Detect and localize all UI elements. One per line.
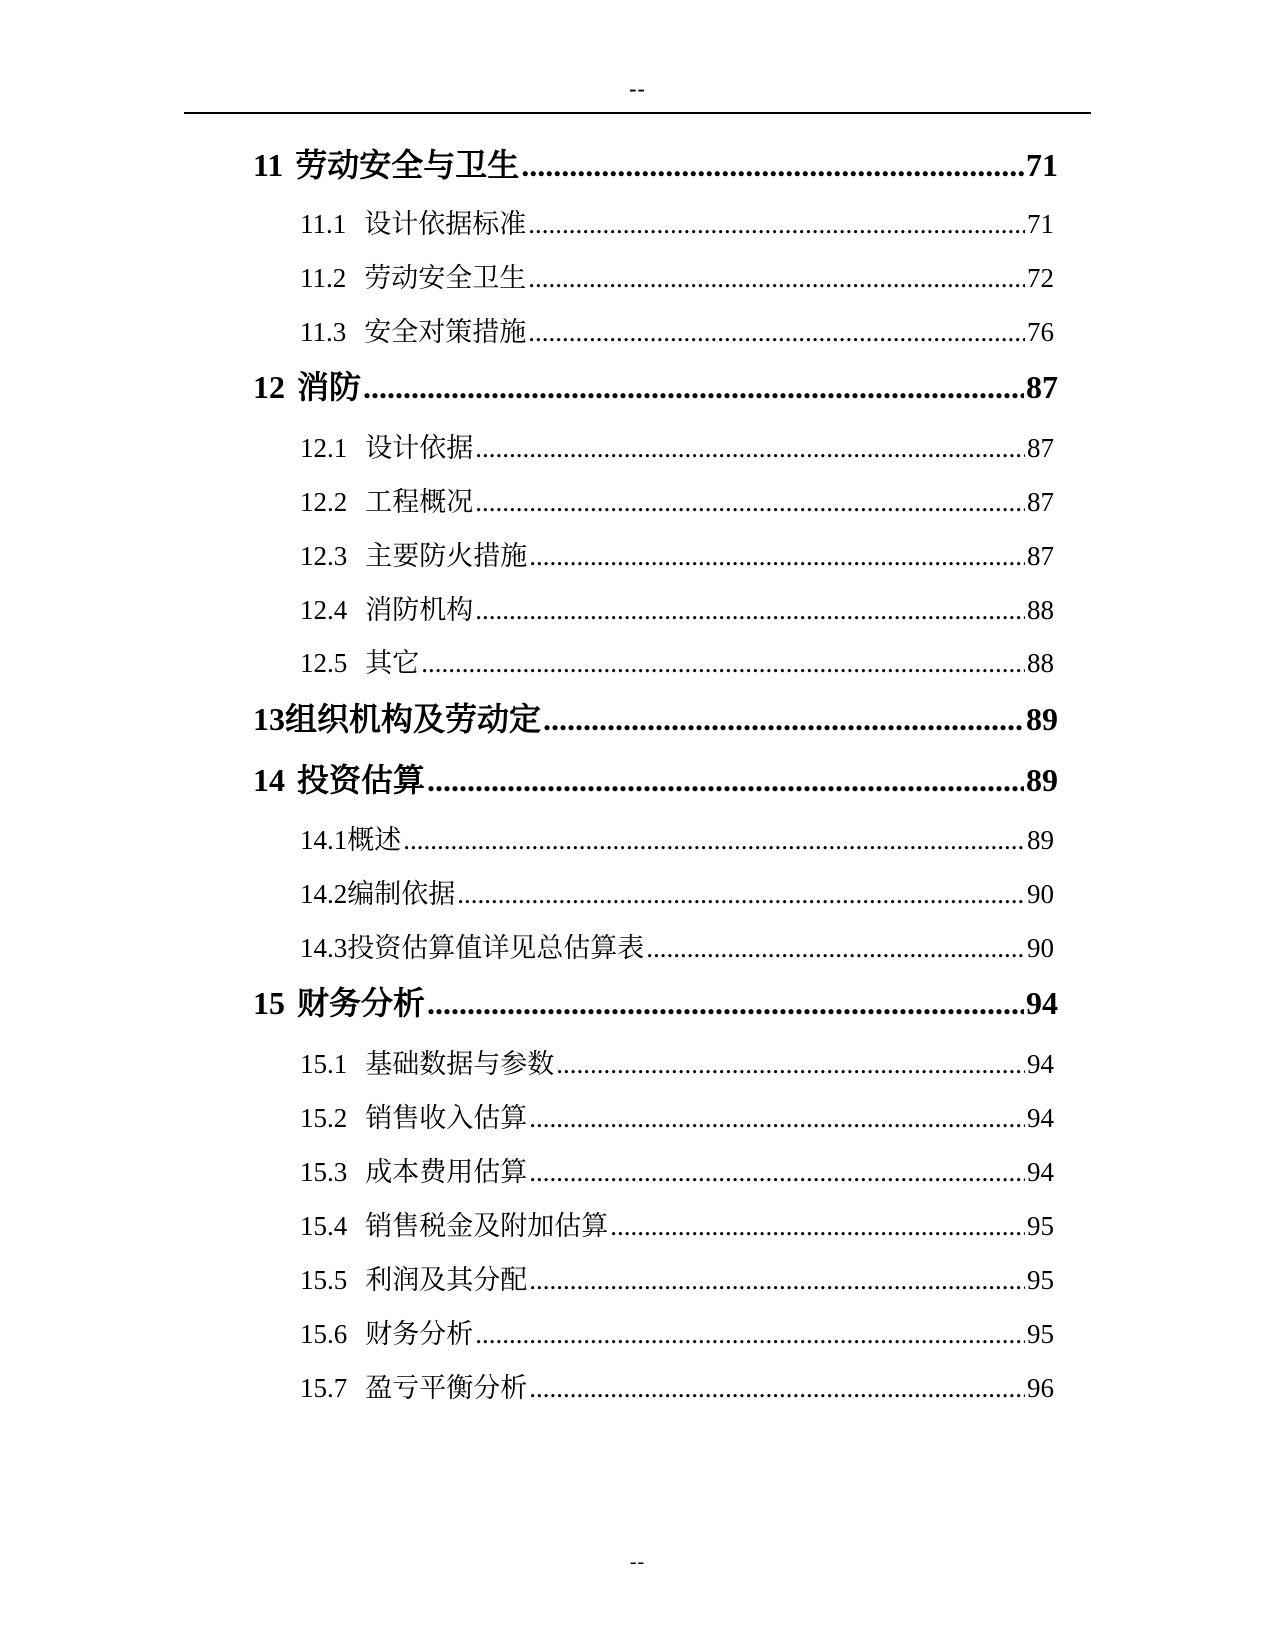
toc-entry-title: 销售税金及附加估算	[365, 1211, 609, 1241]
toc-entry-page-number: 87	[1027, 433, 1054, 463]
toc-entry-number: 15	[253, 985, 285, 1021]
toc-entry-title: 安全对策措施	[364, 317, 527, 347]
toc-entry-page-number: 89	[1026, 701, 1058, 737]
toc-entry-page-number: 90	[1027, 933, 1054, 963]
toc-entry-number: 11.1	[300, 209, 347, 239]
toc-entry-number: 14.1	[300, 825, 348, 855]
toc-section-entry[interactable]	[300, 1312, 1054, 1356]
page-header-mark: --	[629, 76, 646, 101]
toc-entry-number: 11.3	[300, 317, 347, 347]
toc-entry-title: 设计依据	[365, 433, 474, 463]
toc-entry-page-number: 71	[1026, 147, 1058, 183]
toc-entry-page-number: 95	[1027, 1265, 1054, 1295]
toc-entry-title: 编制依据	[347, 879, 456, 909]
toc-dot-leader	[528, 256, 1025, 300]
toc-entry-number: 15.6	[300, 1319, 348, 1349]
toc-section-entry[interactable]	[300, 1204, 1054, 1248]
toc-entry-number: 11	[253, 147, 284, 183]
toc-entry-page-number: 96	[1027, 1373, 1054, 1403]
toc-chapter-entry[interactable]	[253, 981, 1058, 1025]
toc-dot-leader	[421, 641, 1025, 685]
toc-section-entry[interactable]	[300, 818, 1054, 862]
toc-section-entry[interactable]	[300, 534, 1054, 578]
toc-section-entry[interactable]	[300, 1258, 1054, 1302]
toc-chapter-entry[interactable]	[253, 143, 1058, 187]
toc-entry-title: 投资估算	[297, 762, 426, 798]
toc-dot-leader	[529, 534, 1025, 578]
toc-dot-leader	[529, 1150, 1025, 1194]
toc-entry-number: 13	[253, 701, 285, 737]
toc-section-entry[interactable]	[300, 256, 1054, 300]
toc-entry-number: 15.1	[300, 1049, 348, 1079]
toc-dot-leader	[543, 697, 1024, 741]
toc-entry-number: 14.3	[300, 933, 348, 963]
toc-entry-number: 12.2	[300, 487, 348, 517]
toc-entry-page-number: 90	[1027, 879, 1054, 909]
toc-entry-number: 15.5	[300, 1265, 348, 1295]
toc-dot-leader	[427, 758, 1024, 802]
toc-entry-page-number: 72	[1027, 263, 1054, 293]
toc-dot-leader	[529, 1096, 1025, 1140]
toc-entry-number: 11.2	[300, 263, 347, 293]
toc-dot-leader	[427, 981, 1024, 1025]
toc-section-entry[interactable]	[300, 1096, 1054, 1140]
toc-entry-title: 基础数据与参数	[365, 1049, 555, 1079]
toc-entry-page-number: 88	[1027, 595, 1054, 625]
toc-entry-number: 12.1	[300, 433, 348, 463]
toc-entry-page-number: 94	[1027, 1157, 1054, 1187]
toc-entry-page-number: 94	[1027, 1103, 1054, 1133]
page-footer-mark: --	[629, 1551, 646, 1573]
toc-entry-title: 财务分析	[365, 1319, 474, 1349]
toc-entry-page-number: 76	[1027, 317, 1054, 347]
toc-entry-number: 15.4	[300, 1211, 348, 1241]
toc-dot-leader	[529, 1258, 1025, 1302]
toc-entry-number: 12.3	[300, 541, 348, 571]
toc-section-entry[interactable]	[300, 641, 1054, 685]
toc-entry-title: 成本费用估算	[365, 1157, 528, 1187]
toc-entry-page-number: 94	[1026, 985, 1058, 1021]
toc-entry-title: 工程概况	[365, 487, 474, 517]
toc-section-entry[interactable]	[300, 588, 1054, 632]
toc-entry-number: 15.7	[300, 1373, 348, 1403]
toc-entry-title: 劳动安全卫生	[364, 263, 527, 293]
toc-entry-page-number: 89	[1027, 825, 1054, 855]
toc-entry-page-number: 95	[1027, 1319, 1054, 1349]
toc-entry-page-number: 87	[1027, 541, 1054, 571]
toc-dot-leader	[403, 818, 1025, 862]
toc-entry-number: 15.3	[300, 1157, 348, 1187]
toc-dot-leader	[528, 310, 1025, 354]
toc-section-entry[interactable]	[300, 926, 1054, 970]
toc-section-entry[interactable]	[300, 1042, 1054, 1086]
toc-entry-title: 概述	[347, 825, 402, 855]
toc-section-entry[interactable]	[300, 872, 1054, 916]
toc-dot-leader	[457, 872, 1025, 916]
toc-section-entry[interactable]	[300, 426, 1054, 470]
toc-dot-leader	[521, 143, 1024, 187]
toc-entry-number: 14	[253, 762, 285, 798]
toc-dot-leader	[610, 1204, 1025, 1248]
toc-section-entry[interactable]	[300, 1150, 1054, 1194]
toc-dot-leader	[363, 365, 1024, 409]
toc-chapter-entry[interactable]	[253, 365, 1058, 409]
toc-entry-number: 12	[253, 369, 285, 405]
toc-dot-leader	[529, 1366, 1025, 1410]
toc-entry-title: 设计依据标准	[364, 209, 527, 239]
toc-entry-title: 主要防火措施	[365, 541, 528, 571]
toc-entry-page-number: 87	[1027, 487, 1054, 517]
toc-dot-leader	[475, 426, 1025, 470]
toc-dot-leader	[475, 480, 1025, 524]
toc-dot-leader	[556, 1042, 1025, 1086]
toc-entry-number: 12.5	[300, 648, 348, 678]
toc-entry-title: 利润及其分配	[365, 1265, 528, 1295]
toc-dot-leader	[528, 202, 1025, 246]
toc-entry-number: 14.2	[300, 879, 348, 909]
toc-section-entry[interactable]	[300, 480, 1054, 524]
toc-entry-title: 投资估算值详见总估算表	[347, 933, 645, 963]
toc-section-entry[interactable]	[300, 310, 1054, 354]
toc-entry-page-number: 71	[1027, 209, 1054, 239]
toc-entry-title: 财务分析	[297, 985, 426, 1021]
toc-entry-page-number: 94	[1027, 1049, 1054, 1079]
toc-entry-page-number: 88	[1027, 648, 1054, 678]
toc-section-entry[interactable]	[300, 202, 1054, 246]
toc-entry-title: 消防机构	[365, 595, 474, 625]
toc-chapter-entry[interactable]	[253, 697, 1058, 741]
toc-section-entry[interactable]	[300, 1366, 1054, 1410]
toc-entry-title: 其它	[365, 648, 420, 678]
toc-entry-title: 销售收入估算	[365, 1103, 528, 1133]
toc-entry-page-number: 89	[1026, 762, 1058, 798]
toc-chapter-entry[interactable]	[253, 758, 1058, 802]
toc-entry-page-number: 95	[1027, 1211, 1054, 1241]
toc-entry-title: 组织机构及劳动定	[285, 701, 542, 737]
toc-dot-leader	[475, 1312, 1025, 1356]
toc-dot-leader	[646, 926, 1025, 970]
toc-entry-title: 盈亏平衡分析	[365, 1373, 528, 1403]
toc-entry-number: 15.2	[300, 1103, 348, 1133]
toc-entry-page-number: 87	[1026, 369, 1058, 405]
toc-entry-title: 劳动安全与卫生	[295, 147, 520, 183]
toc-dot-leader	[475, 588, 1025, 632]
toc-entry-title: 消防	[297, 369, 362, 405]
toc-entry-number: 12.4	[300, 595, 348, 625]
